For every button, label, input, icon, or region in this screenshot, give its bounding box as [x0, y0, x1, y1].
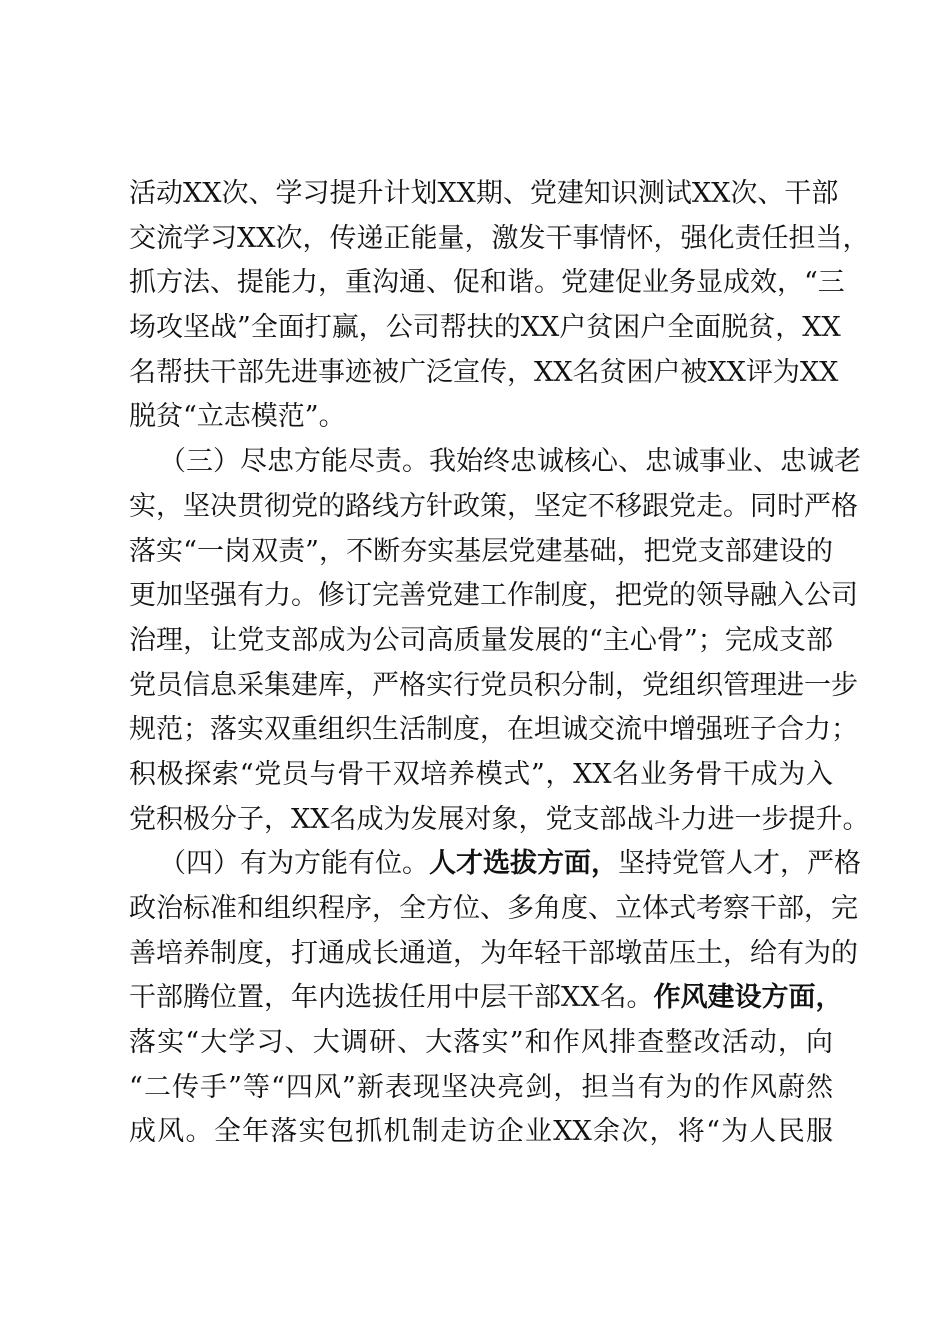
paragraph-line: “二传手”等“四风”新表现坚决亮剑，担当有为的作风蔚然 [129, 1071, 833, 1103]
paragraph-line: 善培养制度，打通成长通道，为年轻干部墩苗压土，给有为的 [129, 937, 858, 969]
paragraph-line: 实，坚决贯彻党的路线方针政策，坚定不移跟党走。同时严格 [129, 490, 858, 522]
paragraph-line: 党积极分子，XX名成为发展对象，党支部战斗力进一步提升。 [129, 803, 870, 835]
body-text [129, 172, 870, 1155]
paragraph-line: 落实“一岗双责”，不断夯实基层党建基础，把党支部建设的 [129, 535, 833, 567]
paragraph-line: 名帮扶干部先进事迹被广泛宣传，XX名贫困户被XX评为XX [129, 356, 839, 388]
paragraph-line: 治理，让党支部成为公司高质量发展的“主心骨”；完成支部 [129, 624, 833, 656]
paragraph-line: 场攻坚战”全面打赢，公司帮扶的XX户贫困户全面脱贫，XX [129, 312, 841, 344]
paragraph-line: 更加坚强有力。修订完善党建工作制度，把党的领导融入公司 [129, 580, 858, 612]
paragraph-line: 政治标准和组织程序，全方位、多角度、立体式考察干部，完 [129, 893, 858, 924]
paragraph-line: 党员信息采集建库，严格实行党员积分制，党组织管理进一步 [129, 669, 858, 701]
paragraph-line: 抓方法、提能力，重沟通、促和谐。党建促业务显成效，“三 [129, 267, 845, 299]
paragraph-line: 活动XX次、学习提升计划XX期、党建知识测试XX次、干部 [129, 178, 839, 209]
paragraph-line: 规范；落实双重组织生活制度，在坦诚交流中增强班子合力； [129, 714, 858, 746]
section-four-text: 坚持党管人才，严格 [618, 848, 861, 880]
section-four-title: （四）有为方能有位。 [159, 848, 429, 880]
paragraph-line: 成风。全年落实包抓机制走访企业XX余次，将“为人民服 [129, 1116, 833, 1148]
section-four-text: 干部腾位置，年内选拔任用中层干部XX名。 [129, 982, 654, 1014]
paragraph-line: 积极探索“党员与骨干双培养模式”，XX名业务骨干成为入 [129, 758, 833, 790]
paragraph-line: 交流学习XX次，传递正能量，激发干事情怀，强化责任担当， [129, 222, 870, 254]
section-three-heading-line: （三）尽忠方能尽责。我始终忠诚核心、忠诚事业、忠诚老 [159, 446, 861, 478]
paragraph-line: 落实“大学习、大调研、大落实”和作风排查整改活动，向 [129, 1027, 833, 1059]
paragraph-line [129, 976, 843, 1021]
section-four-heading-line [129, 842, 861, 887]
talent-selection-heading: 人才选拔方面， [429, 848, 618, 880]
paragraph-line: 脱贫“立志模范”。 [129, 401, 346, 433]
work-style-heading: 作风建设方面， [653, 982, 843, 1014]
